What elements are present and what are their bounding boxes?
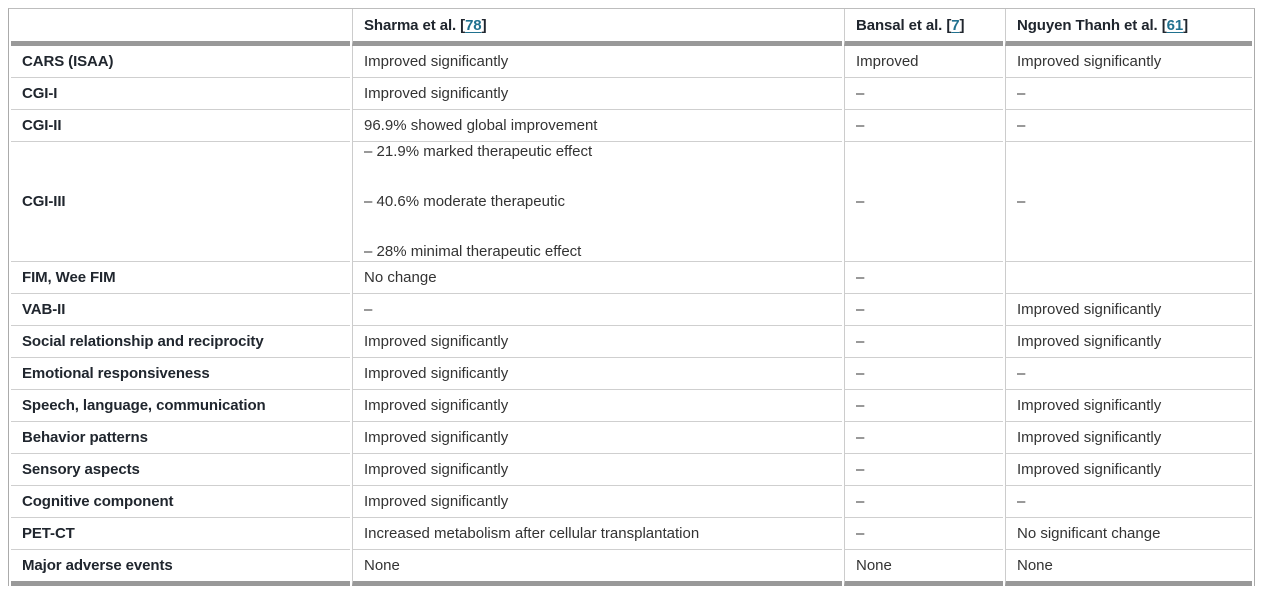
study-outcomes-table-wrap [8, 8, 1255, 586]
data-cell: No change [352, 262, 842, 294]
data-cell: Improved significantly [352, 326, 842, 358]
row-label-cell: FIM, Wee FIM [11, 262, 350, 294]
data-cell: No significant change [1005, 518, 1252, 550]
data-cell: Improved [844, 46, 1003, 78]
table-row [11, 486, 1252, 518]
data-cell: 96.9% showed global improvement [352, 110, 842, 142]
data-cell: – [844, 326, 1003, 358]
column-header-cell [844, 9, 1003, 46]
table-row [11, 518, 1252, 550]
data-cell: Improved significantly [1005, 422, 1252, 454]
citation-bracket-close: ] [1183, 16, 1189, 34]
table-row [11, 454, 1252, 486]
citation-bracket-open: [ [1161, 16, 1167, 34]
row-label-cell: CGI-II [11, 110, 350, 142]
data-cell: Improved significantly [352, 46, 842, 78]
data-cell: – [352, 294, 842, 326]
row-label-cell: Major adverse events [11, 550, 350, 586]
row-label-cell: CGI-I [11, 78, 350, 110]
data-cell-line: – 40.6% moderate therapeutic [364, 193, 565, 210]
table-row [11, 294, 1252, 326]
data-cell: Improved significantly [352, 454, 842, 486]
data-cell: – [844, 294, 1003, 326]
column-header-label: Nguyen Thanh et al. [1017, 16, 1158, 34]
data-cell: – [1005, 142, 1252, 262]
column-header-label: Sharma et al. [364, 16, 457, 34]
data-cell [352, 142, 842, 262]
table-row [11, 46, 1252, 78]
row-label-cell: CGI-III [11, 142, 350, 262]
data-cell: – [844, 78, 1003, 110]
data-cell: Improved significantly [352, 390, 842, 422]
data-cell: – [844, 454, 1003, 486]
data-cell: Improved significantly [352, 422, 842, 454]
citation-bracket-open: [ [946, 16, 952, 34]
table-row [11, 110, 1252, 142]
column-header-label: Bansal et al. [856, 16, 943, 34]
table-row [11, 142, 1252, 262]
study-outcomes-table [9, 9, 1254, 586]
row-label-cell: Speech, language, communication [11, 390, 350, 422]
table-row [11, 390, 1252, 422]
table-row [11, 262, 1252, 294]
row-label-cell: Sensory aspects [11, 454, 350, 486]
data-cell: – [1005, 486, 1252, 518]
table-row [11, 358, 1252, 390]
data-cell: Improved significantly [1005, 454, 1252, 486]
data-cell: – [1005, 78, 1252, 110]
row-label-cell: Social relationship and reciprocity [11, 326, 350, 358]
table-row [11, 78, 1252, 110]
data-cell: – [844, 422, 1003, 454]
data-cell: – [844, 486, 1003, 518]
data-cell: – [844, 518, 1003, 550]
data-cell: None [844, 550, 1003, 586]
citation-link[interactable]: 7 [951, 16, 960, 34]
row-label-cell: Behavior patterns [11, 422, 350, 454]
citation-link[interactable]: 61 [1166, 16, 1184, 34]
data-cell: Improved significantly [352, 486, 842, 518]
citation-bracket-close: ] [481, 16, 487, 34]
table-body [11, 46, 1252, 586]
data-cell: None [1005, 550, 1252, 586]
data-cell: – [844, 358, 1003, 390]
header-row [11, 9, 1252, 46]
corner-header-cell [11, 9, 350, 46]
data-cell [1005, 262, 1252, 294]
data-cell: Improved significantly [352, 78, 842, 110]
citation-link[interactable]: 78 [465, 16, 482, 34]
row-label-cell: Cognitive component [11, 486, 350, 518]
citation-bracket-open: [ [460, 16, 466, 34]
row-label-cell: Emotional responsiveness [11, 358, 350, 390]
data-cell: Improved significantly [1005, 326, 1252, 358]
column-header-cell [1005, 9, 1252, 46]
citation-bracket-close: ] [959, 16, 965, 34]
data-cell: – [844, 142, 1003, 262]
column-header-cell [352, 9, 842, 46]
table-row [11, 550, 1252, 586]
table-row [11, 326, 1252, 358]
data-cell: Improved significantly [1005, 294, 1252, 326]
data-cell: – [1005, 358, 1252, 390]
table-header [11, 9, 1252, 46]
data-cell: Increased metabolism after cellular transplantation [352, 518, 842, 550]
data-cell: None [352, 550, 842, 586]
row-label-cell: VAB-II [11, 294, 350, 326]
data-cell: – [844, 110, 1003, 142]
data-cell-line: – 21.9% marked therapeutic effect [364, 143, 593, 160]
data-cell: Improved significantly [1005, 46, 1252, 78]
data-cell: – [1005, 110, 1252, 142]
data-cell: Improved significantly [1005, 390, 1252, 422]
row-label-cell: PET-CT [11, 518, 350, 550]
data-cell: Improved significantly [352, 358, 842, 390]
data-cell: – [844, 390, 1003, 422]
data-cell-line: – 28% minimal therapeutic effect [364, 243, 582, 260]
table-row [11, 422, 1252, 454]
data-cell: – [844, 262, 1003, 294]
row-label-cell: CARS (ISAA) [11, 46, 350, 78]
